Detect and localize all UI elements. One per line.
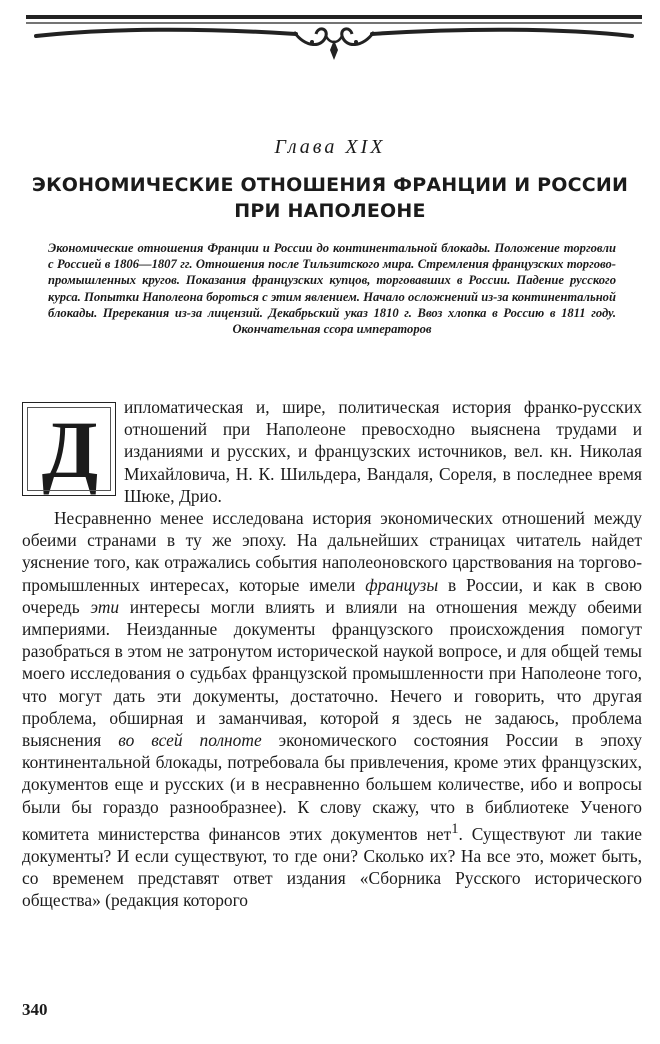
paragraph-2-text-e: . Существуют ли такие документы? И если существуют, то где они? Сколько их? На все это, может быть, со временем представят ответ издания «Сборника Русского исторического общества» (редакция которого (22, 823, 642, 911)
paragraph-1-text: ипломатическая и, шире, политическая история франко-русских отношений при Наполеоне превосходно выяснена трудами и изданиями и русских, и французских источников, вел. кн. Николая Михайловича, Н. К. Шильдера, Вандаля, Сореля, в последнее время Шюке, Дрио. (124, 397, 642, 506)
chapter-header-ornament (26, 14, 642, 64)
page-number: 340 (22, 1000, 48, 1019)
drop-cap-letter: Д (41, 404, 99, 495)
emphasis-frenchmen: французы (365, 574, 439, 595)
chapter-title: ЭКОНОМИЧЕСКИЕ ОТНОШЕНИЯ ФРАНЦИИ И РОССИИ ПРИ НАПОЛЕОНЕ (31, 174, 629, 222)
paragraph-2-text-b: в России, и как в свою очередь (22, 574, 642, 617)
emphasis-in-full: во всей полноте (118, 730, 262, 751)
paragraph-2-text-d: экономического состояния России в эпоху континентальной блокады, потребовала бы привлечения, кроме этих французских, документов еще и русских (и в несравненно большем количестве, ибо и вопросы были бы гораздо разнообразнее). К слову скажу, что в библиотеке Ученого комитета министерства финансов этих документов нет (22, 730, 642, 844)
drop-cap-spacer (22, 396, 124, 504)
paragraph-2-text-c: интересы могли влиять и влияли на отношения между обеими империями. Неизданные документы французского происхождения помогут разобраться в этом не затронутом исторической наукой вопросе, и для общей темы моего исследования о судьбах французской промышленности при Наполеоне того, что могут дать эти документы, достаточно. Нечего и говорить, что другая проблема, обширная и заманчивая, которой я здесь не задаюсь, проблема выяснения (22, 596, 642, 751)
paragraph-2-text-a: Несравненно менее исследована история экономических отношений между обеими странами в ту же эпоху. На дальнейших страницах читатель найдет уяснение того, как отражались события наполеоновского царствования на торгово-промышленных интересах, которые имели (22, 508, 642, 595)
chapter-label: Глава XIX (274, 136, 386, 158)
emphasis-these: эти (90, 596, 120, 617)
chapter-summary: Экономические отношения Франции и России до континентальной блокады. Положение торговли с Россией в 1806—1807 гг. Отношения после Тильзитского мира. Стремления французских торгово-промышленных кругов. Показания французских купцов, торговавших в России. Падение русского курса. Попытки Наполеона бороться с этим явлением. Начало осложнений из-за континентальной блокады. Пререкания из-за лицензий. Декабрьский указ 1810 г. Ввоз хлопка в Россию в 1811 году. Окончательная ссора императоров (48, 241, 616, 337)
paragraph-2 (22, 507, 642, 911)
footnote-marker[interactable]: 1 (451, 820, 459, 837)
body-text (22, 396, 642, 911)
